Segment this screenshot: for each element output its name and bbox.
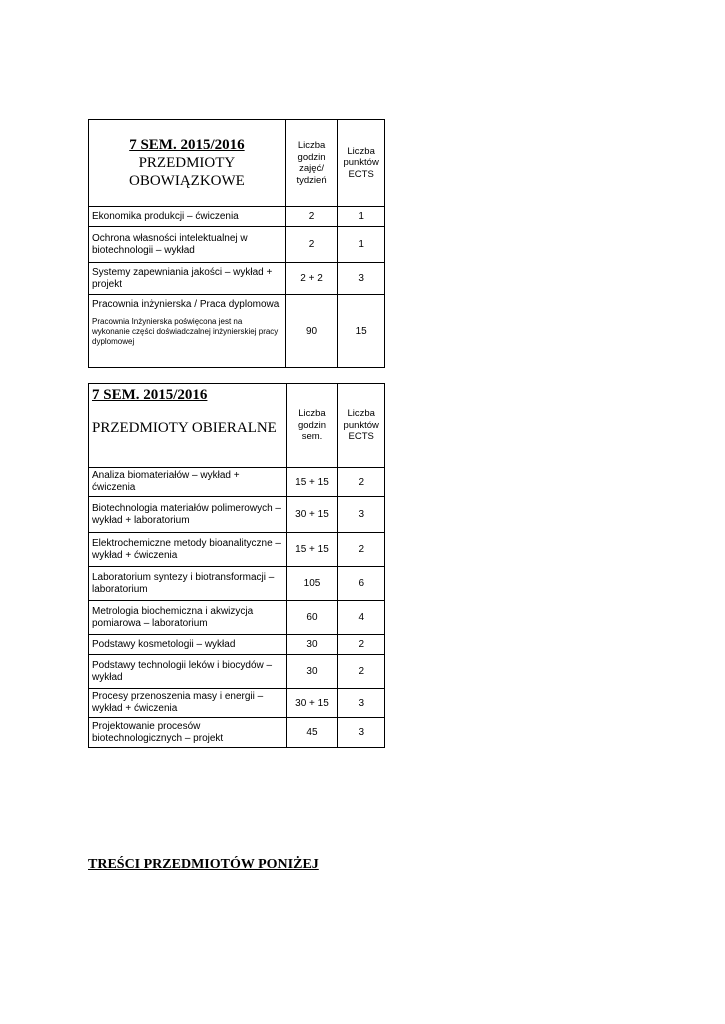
table-row [89, 468, 385, 497]
section-heading: TREŚCI PRZEDMIOTÓW PONIŻEJ [88, 857, 319, 872]
header-line: sem. [301, 431, 323, 443]
course-ects: 2 [338, 655, 385, 689]
course-ects: 4 [338, 601, 385, 635]
course-ects: 2 [338, 533, 385, 567]
header-line: Liczba [297, 140, 326, 151]
course-name: Pracownia inżynierska / Praca dyplomowa Pracownia Inżynierska poświęcona jest na wykonanie części doświadczalnej inżynierskiej pracy dyplomowej [89, 295, 286, 368]
course-hours: 30 [286, 655, 338, 689]
table-row [89, 263, 385, 295]
table-row [89, 635, 385, 655]
course-ects: 15 [338, 295, 385, 368]
course-ects: 2 [338, 635, 385, 655]
table-title-cell [89, 384, 287, 468]
course-ects: 3 [338, 718, 385, 748]
course-name: Ekonomika produkcji – ćwiczenia [89, 207, 286, 227]
course-ects: 3 [338, 263, 385, 295]
header-line: ECTS [348, 431, 374, 443]
table-title-line: OBOWIĄZKOWE [129, 172, 245, 189]
course-hours: 2 [285, 207, 337, 227]
hours-column-header [286, 384, 338, 468]
table-title: PRZEDMIOTY OBIERALNE [92, 420, 277, 436]
course-ects: 1 [338, 227, 385, 263]
table-header-row [89, 120, 385, 207]
table-row [89, 601, 385, 635]
semester-title: 7 SEM. 2015/2016 [129, 136, 245, 153]
course-ects: 6 [338, 567, 385, 601]
course-name: Biotechnologia materiałów polimerowych – wykład + laboratorium [89, 497, 287, 533]
table-title-line: PRZEDMIOTY [138, 154, 236, 171]
header-line: punktów [343, 419, 379, 431]
course-hours: 60 [286, 601, 338, 635]
course-ects: 3 [338, 689, 385, 718]
elective-courses-table [88, 383, 385, 748]
semester-title: 7 SEM. 2015/2016 [92, 387, 208, 403]
mandatory-courses-table [88, 119, 385, 368]
header-line: Liczba [298, 408, 326, 420]
course-hours: 30 + 15 [286, 689, 338, 718]
table-header-row [89, 384, 385, 468]
course-name: Procesy przenoszenia masy i energii – wykład + ćwiczenia [89, 689, 287, 718]
course-hours: 30 + 15 [286, 497, 338, 533]
ects-column-header [338, 120, 385, 207]
header-line: ECTS [348, 168, 374, 180]
course-ects: 3 [338, 497, 385, 533]
course-hours: 2 [285, 227, 337, 263]
course-name: Ochrona własności intelektualnej w biotechnologii – wykład [89, 227, 286, 263]
table-row [89, 207, 385, 227]
header-line: zajęć/ [299, 163, 324, 174]
course-ects: 1 [338, 207, 385, 227]
header-line: godzin [297, 151, 326, 163]
course-ects: 2 [338, 468, 385, 497]
ects-column-header [338, 384, 385, 468]
table-row [89, 227, 385, 263]
hours-column-header [285, 120, 337, 207]
course-hours: 105 [286, 567, 338, 601]
table-row [89, 295, 385, 368]
course-name: Elektrochemiczne metody bioanalityczne – wykład + ćwiczenia [89, 533, 287, 567]
course-name: Podstawy kosmetologii – wykład [89, 635, 287, 655]
header-line: Liczba [347, 408, 375, 420]
table-row [89, 533, 385, 567]
course-name: Metrologia biochemiczna i akwizycja pomiarowa – laboratorium [89, 601, 287, 635]
table-row [89, 689, 385, 718]
course-name: Analiza biomateriałów – wykład + ćwiczenia [89, 468, 287, 497]
course-hours: 90 [285, 295, 337, 368]
header-line: tydzień [296, 174, 327, 186]
course-hours: 45 [286, 718, 338, 748]
header-line: godzin [297, 419, 326, 431]
course-name: Laboratorium syntezy i biotransformacji – laboratorium [89, 567, 287, 601]
course-name: Systemy zapewniania jakości – wykład + projekt [89, 263, 286, 295]
table-row [89, 567, 385, 601]
course-hours: 30 [286, 635, 338, 655]
course-hours: 15 + 15 [286, 468, 338, 497]
header-line: Liczba [347, 145, 375, 157]
header-line: punktów [343, 157, 379, 169]
table-row [89, 718, 385, 748]
table-row [89, 497, 385, 533]
course-hours: 15 + 15 [286, 533, 338, 567]
course-hours: 2 + 2 [285, 263, 337, 295]
table-title-cell [89, 120, 286, 207]
course-name: Projektowanie procesów biotechnologicznych – projekt [89, 718, 287, 748]
table-row [89, 655, 385, 689]
course-name: Podstawy technologii leków i biocydów – wykład [89, 655, 287, 689]
course-note: Pracownia Inżynierska poświęcona jest na wykonanie części doświadczalnej inżynierskiej pracy dyplomowej [92, 317, 279, 346]
